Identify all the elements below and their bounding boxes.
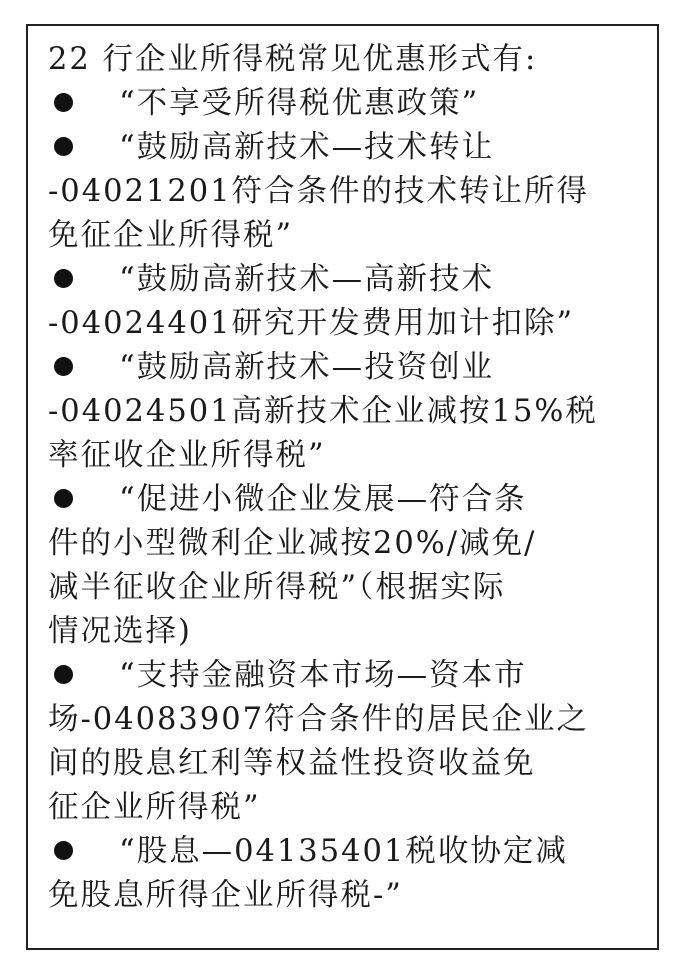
item-text: 场-04083907符合条件的居民企业之: [48, 702, 590, 737]
item-text: “不享受所得税优惠政策”: [119, 86, 480, 121]
item-text: 减半征收企业所得税”（根据实际: [48, 570, 506, 605]
item-text: “促进小微企业发展—符合条: [119, 482, 527, 517]
bullet-icon: [54, 357, 73, 376]
item-text: -04024401研究开发费用加计扣除”: [48, 306, 575, 341]
bullet-icon: [54, 269, 73, 288]
item-text: 率征收企业所得税”: [48, 438, 326, 473]
item-text: 征企业所得税”: [48, 790, 261, 825]
item-text: 免征企业所得税”: [48, 218, 294, 253]
list-item: [48, 830, 644, 918]
item-text: -04021201符合条件的技术转让所得: [48, 174, 590, 209]
document-body: [48, 38, 644, 918]
bullet-icon: [54, 665, 73, 684]
item-text: “鼓励高新技术—高新技术: [119, 262, 495, 297]
bullet-icon: [54, 841, 73, 860]
item-text: “鼓励高新技术—投资创业: [119, 350, 495, 385]
item-text: “股息—04135401税收协定减: [119, 834, 568, 869]
item-text: 免股息所得企业所得税-”: [48, 878, 403, 913]
bullet-icon: [54, 93, 73, 112]
document-heading: 22 行企业所得税常见优惠形式有:: [48, 42, 538, 77]
item-text: 间的股息红利等权益性投资收益免: [48, 746, 536, 781]
bullet-icon: [54, 137, 73, 156]
list-item: [48, 126, 644, 258]
bullet-icon: [54, 489, 73, 508]
item-text: -04024501高新技术企业减按15%税: [48, 394, 598, 429]
list-item: [48, 654, 644, 830]
list-item: [48, 346, 644, 478]
item-text: 件的小型微利企业减按20%/减免/: [48, 526, 537, 561]
item-text: “鼓励高新技术—技术转让: [119, 130, 495, 165]
list-item: [48, 258, 644, 346]
list-item: [48, 478, 644, 654]
item-text: 情况选择): [48, 614, 192, 649]
list-item: [48, 82, 644, 126]
item-text: “支持金融资本市场—资本市: [119, 658, 527, 693]
